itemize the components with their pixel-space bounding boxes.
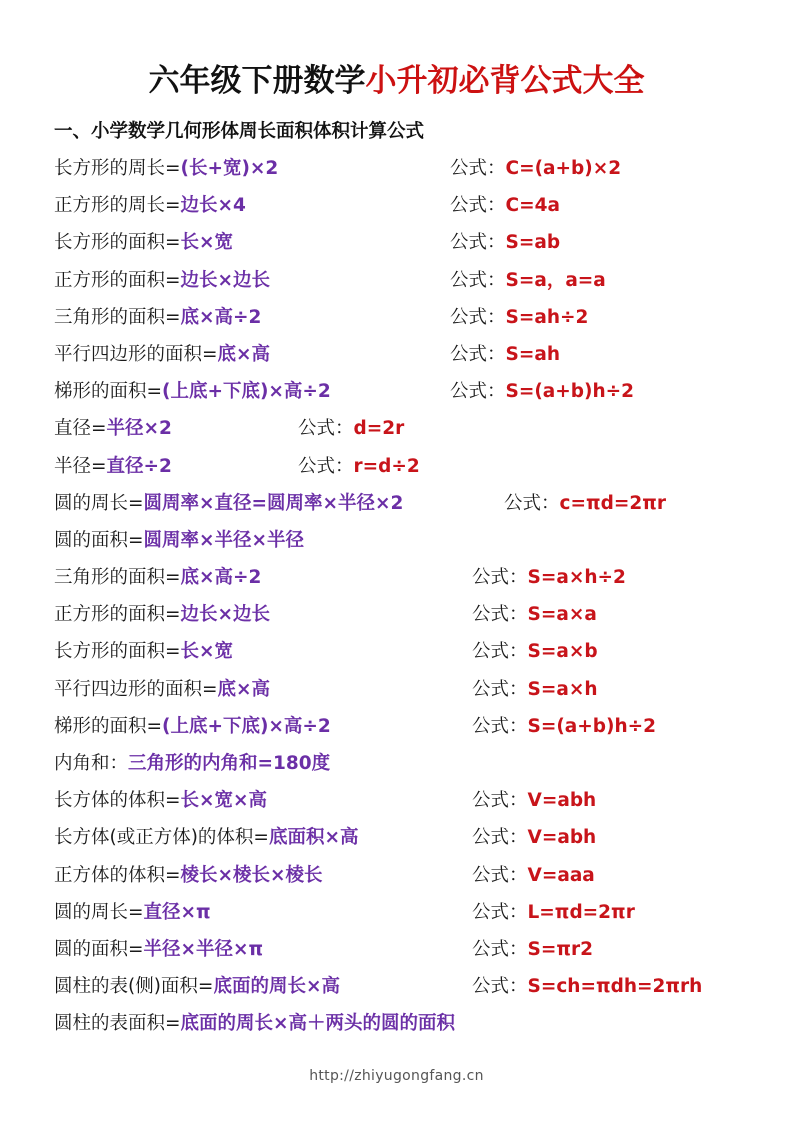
formula-symbolic: S=ah÷2 xyxy=(505,306,589,328)
formula-row xyxy=(54,522,774,559)
formula-symbolic: r=d÷2 xyxy=(353,455,420,477)
formula-description xyxy=(54,819,358,856)
formula-expression xyxy=(472,782,596,819)
formula-description xyxy=(54,485,403,522)
formula-description xyxy=(54,894,211,931)
formula-symbolic: S=a，a=a xyxy=(505,269,606,291)
formula-label: 公式： xyxy=(450,269,506,291)
page-title xyxy=(0,58,793,104)
formula-description xyxy=(54,187,246,224)
formula-row xyxy=(54,671,774,708)
formula-list xyxy=(54,150,774,1043)
formula-name: 圆柱的表(侧)面积= xyxy=(54,976,214,998)
formula-row xyxy=(54,708,774,745)
formula-label: 公式： xyxy=(450,381,506,403)
formula-row xyxy=(54,931,774,968)
formula-rule: 直径×π xyxy=(143,901,211,923)
formula-rule: 底面的周长×高 xyxy=(213,976,340,998)
formula-rule: 底面的周长×高＋两头的圆的面积 xyxy=(180,1013,456,1035)
formula-name: 圆的周长= xyxy=(54,492,144,514)
section-heading: 一、小学数学几何形体周长面积体积计算公式 xyxy=(54,121,425,142)
formula-row xyxy=(54,1005,774,1042)
formula-label: 公式： xyxy=(450,343,506,365)
formula-label: 公式： xyxy=(472,567,528,589)
formula-row xyxy=(54,187,774,224)
formula-symbolic: L=πd=2πr xyxy=(527,901,635,923)
formula-expression xyxy=(472,894,635,931)
formula-row xyxy=(54,336,774,373)
formula-expression xyxy=(472,819,596,856)
formula-symbolic: S=ab xyxy=(505,232,561,254)
formula-description xyxy=(54,671,270,708)
formula-label: 公式： xyxy=(472,864,528,886)
formula-description xyxy=(54,262,270,299)
formula-name: 平行四边形的面积= xyxy=(54,678,218,700)
formula-symbolic: S=(a+b)h÷2 xyxy=(505,381,635,403)
formula-symbolic: S=a×a xyxy=(527,604,597,626)
formula-rule: 边长×4 xyxy=(180,195,246,217)
formula-symbolic: c=πd=2πr xyxy=(559,492,666,514)
formula-description xyxy=(54,745,330,782)
formula-name: 长方形的面积= xyxy=(54,232,181,254)
formula-rule: 底×高÷2 xyxy=(180,306,262,328)
formula-symbolic: S=a×h÷2 xyxy=(527,567,626,589)
formula-symbolic: C=(a+b)×2 xyxy=(505,158,622,179)
formula-rule: 直径÷2 xyxy=(106,455,172,477)
formula-name: 圆的面积= xyxy=(54,938,144,960)
formula-rule: 底×高 xyxy=(217,343,271,365)
formula-name: 正方体的体积= xyxy=(54,864,181,886)
formula-name: 三角形的面积= xyxy=(54,567,181,589)
formula-label: 公式： xyxy=(298,455,354,477)
formula-label: 公式： xyxy=(504,492,560,514)
formula-description xyxy=(54,968,340,1005)
formula-label: 公式： xyxy=(472,641,528,663)
formula-description xyxy=(54,596,270,633)
formula-description xyxy=(54,336,270,373)
formula-rule: 底×高 xyxy=(217,678,271,700)
formula-description xyxy=(54,373,331,410)
formula-name: 长方体的体积= xyxy=(54,790,181,812)
title-red-part: 小升初必背公式大全 xyxy=(365,63,645,99)
formula-description xyxy=(54,299,261,336)
formula-row xyxy=(54,596,774,633)
formula-symbolic: V=abh xyxy=(527,827,597,849)
formula-label: 公式： xyxy=(450,195,506,217)
formula-rule: 长×宽 xyxy=(180,641,234,663)
formula-symbolic: S=ch=πdh=2πrh xyxy=(527,976,703,998)
formula-name: 平行四边形的面积= xyxy=(54,343,218,365)
formula-label: 公式： xyxy=(450,158,506,179)
formula-row xyxy=(54,410,774,447)
formula-name: 半径= xyxy=(54,455,107,477)
formula-symbolic: S=πr2 xyxy=(527,938,593,960)
formula-rule: 边长×边长 xyxy=(180,604,271,626)
formula-row xyxy=(54,262,774,299)
formula-row xyxy=(54,224,774,261)
formula-description xyxy=(54,782,267,819)
formula-label: 公式： xyxy=(472,678,528,700)
formula-label: 公式： xyxy=(298,418,354,440)
formula-row xyxy=(54,485,774,522)
formula-row xyxy=(54,448,774,485)
formula-description xyxy=(54,410,172,447)
formula-expression xyxy=(450,373,634,410)
formula-rule: 圆周率×直径=圆周率×半径×2 xyxy=(143,492,404,514)
formula-expression xyxy=(472,708,656,745)
formula-name: 正方形的面积= xyxy=(54,604,181,626)
formula-description xyxy=(54,448,172,485)
formula-expression xyxy=(298,448,420,485)
formula-row xyxy=(54,745,774,782)
formula-expression xyxy=(450,262,606,299)
formula-name: 圆柱的表面积= xyxy=(54,1013,181,1035)
formula-row xyxy=(54,819,774,856)
formula-symbolic: S=(a+b)h÷2 xyxy=(527,715,657,737)
formula-symbolic: C=4a xyxy=(505,195,560,217)
formula-rule: (长+宽)×2 xyxy=(180,158,279,179)
formula-row xyxy=(54,559,774,596)
footer-url: http://zhiyugongfang.cn xyxy=(309,1068,484,1084)
formula-description xyxy=(54,633,233,670)
formula-symbolic: S=a×b xyxy=(527,641,598,663)
formula-symbolic: S=a×h xyxy=(527,678,598,700)
formula-name: 直径= xyxy=(54,418,107,440)
formula-expression xyxy=(450,299,588,336)
formula-row xyxy=(54,373,774,410)
formula-row xyxy=(54,894,774,931)
formula-description xyxy=(54,522,304,559)
formula-expression xyxy=(450,336,560,373)
formula-name: 梯形的面积= xyxy=(54,715,163,737)
formula-description xyxy=(54,931,263,968)
formula-row xyxy=(54,782,774,819)
formula-expression xyxy=(472,968,702,1005)
formula-symbolic: V=aaa xyxy=(527,864,595,886)
formula-label: 公式： xyxy=(450,306,506,328)
formula-row xyxy=(54,633,774,670)
formula-rule: (上底+下底)×高÷2 xyxy=(162,715,331,737)
formula-row xyxy=(54,150,774,187)
formula-label: 公式： xyxy=(472,790,528,812)
formula-rule: 底面积×高 xyxy=(268,827,359,849)
formula-rule: 底×高÷2 xyxy=(180,567,262,589)
formula-name: 梯形的面积= xyxy=(54,381,163,403)
formula-row xyxy=(54,299,774,336)
formula-rule: 半径×2 xyxy=(106,418,172,440)
formula-name: 正方形的面积= xyxy=(54,269,181,291)
formula-label: 公式： xyxy=(472,976,528,998)
formula-rule: 三角形的内角和=180度 xyxy=(128,753,331,774)
formula-name: 圆的面积= xyxy=(54,529,144,551)
title-black-part: 六年级下册数学 xyxy=(148,63,366,99)
formula-name: 三角形的面积= xyxy=(54,306,181,328)
formula-row xyxy=(54,857,774,894)
formula-label: 公式： xyxy=(472,827,528,849)
formula-rule: 圆周率×半径×半径 xyxy=(143,529,305,551)
formula-rule: 边长×边长 xyxy=(180,269,271,291)
formula-name: 长方形的周长= xyxy=(54,158,181,179)
formula-description xyxy=(54,708,331,745)
formula-label: 公式： xyxy=(472,938,528,960)
formula-label: 公式： xyxy=(472,715,528,737)
formula-symbolic: V=abh xyxy=(527,790,597,812)
formula-description xyxy=(54,857,323,894)
formula-expression xyxy=(472,559,626,596)
formula-expression xyxy=(472,633,598,670)
formula-description xyxy=(54,150,278,187)
formula-expression xyxy=(472,671,598,708)
formula-symbolic: d=2r xyxy=(353,418,405,440)
formula-row xyxy=(54,968,774,1005)
formula-expression xyxy=(450,224,560,261)
formula-rule: 长×宽×高 xyxy=(180,790,268,812)
formula-expression xyxy=(472,931,593,968)
formula-expression xyxy=(298,410,404,447)
formula-description xyxy=(54,224,233,261)
formula-rule: (上底+下底)×高÷2 xyxy=(162,381,331,403)
formula-label: 公式： xyxy=(472,901,528,923)
formula-rule: 半径×半径×π xyxy=(143,938,264,960)
formula-label: 公式： xyxy=(450,232,506,254)
formula-name: 长方体(或正方体)的体积= xyxy=(54,827,269,849)
formula-description xyxy=(54,559,261,596)
formula-expression xyxy=(450,150,621,187)
formula-name: 内角和： xyxy=(54,753,129,774)
formula-description xyxy=(54,1005,455,1042)
formula-label: 公式： xyxy=(472,604,528,626)
formula-name: 长方形的面积= xyxy=(54,641,181,663)
formula-rule: 长×宽 xyxy=(180,232,234,254)
formula-expression xyxy=(472,596,597,633)
formula-name: 圆的周长= xyxy=(54,901,144,923)
formula-symbolic: S=ah xyxy=(505,343,560,365)
formula-rule: 棱长×棱长×棱长 xyxy=(180,864,323,886)
formula-name: 正方形的周长= xyxy=(54,195,181,217)
formula-expression xyxy=(504,485,666,522)
formula-expression xyxy=(472,857,595,894)
formula-expression xyxy=(450,187,560,224)
